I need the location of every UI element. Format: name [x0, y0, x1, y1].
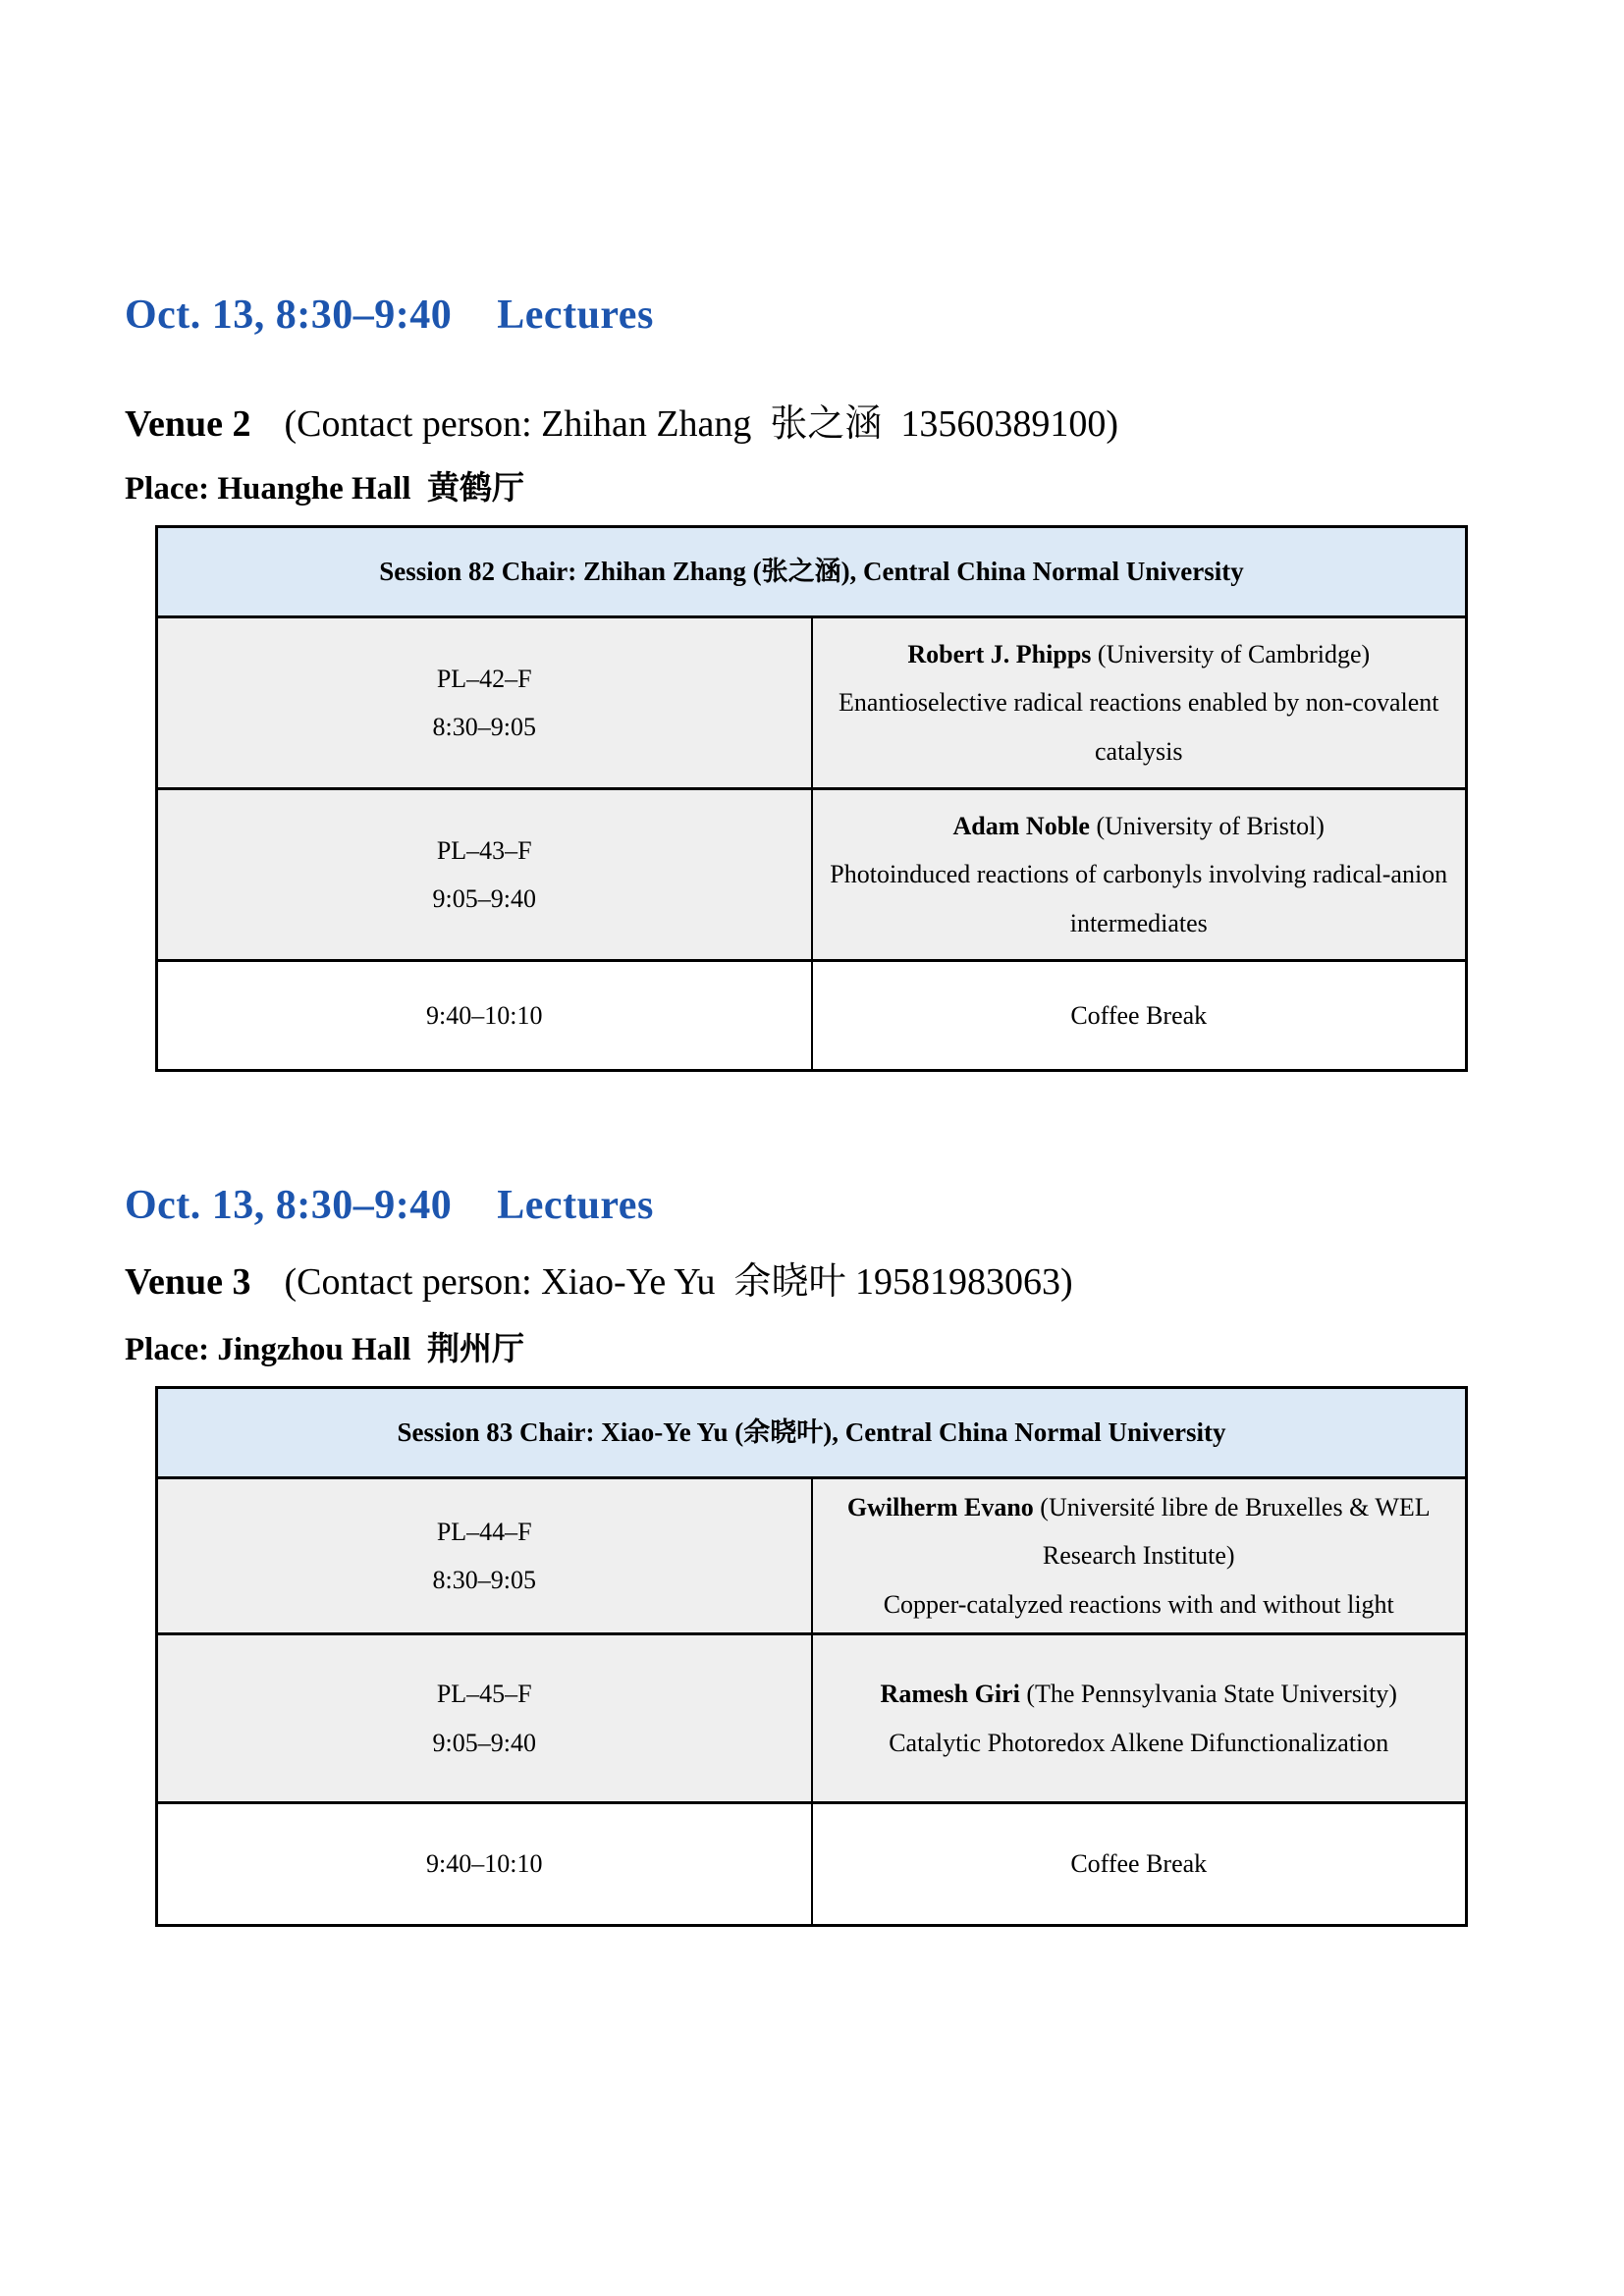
break-row	[157, 1803, 1467, 1926]
break-time: 9:40–10:10	[157, 961, 812, 1071]
talk-speaker: Robert J. Phipps	[907, 639, 1092, 668]
session-header-cell: Session 82 Chair: Zhihan Zhang (张之涵), Central China Normal University	[157, 527, 1467, 617]
talk-speaker-line	[823, 630, 1456, 678]
talk-details-cell	[812, 789, 1467, 961]
heading-datetime: Oct. 13, 8:30–9:40	[125, 1183, 453, 1228]
talk-time: 9:05–9:40	[432, 884, 536, 913]
place-line: Place: Huanghe Hall 黄鹤厅	[125, 471, 524, 507]
talk-row	[157, 617, 1467, 789]
talk-time: 9:05–9:40	[432, 1728, 536, 1757]
talk-title: Copper-catalyzed reactions with and without light	[883, 1589, 1394, 1619]
talk-affiliation: (University of Bristol)	[1089, 811, 1325, 840]
talk-code: PL–45–F	[436, 1680, 532, 1709]
talk-speaker-line	[823, 802, 1456, 850]
venue-contact: (Contact person: Zhihan Zhang 张之涵 13560389100)	[284, 403, 1119, 445]
talk-time: 8:30–9:05	[432, 713, 536, 741]
venue-line	[125, 1251, 1073, 1305]
talk-title: Photoinduced reactions of carbonyls involving radical-anion intermediates	[830, 860, 1448, 937]
talk-title: Catalytic Photoredox Alkene Difunctionalization	[889, 1728, 1389, 1757]
venue-line	[125, 393, 1118, 447]
talk-time-cell	[157, 1634, 812, 1803]
talk-time-cell	[157, 789, 812, 961]
talk-title: Enantioselective radical reactions enabled by non-covalent catalysis	[839, 688, 1439, 766]
talk-speaker-line	[823, 1483, 1456, 1580]
session-header-cell: Session 83 Chair: Xiao-Ye Yu (余晓叶), Central China Normal University	[157, 1388, 1467, 1478]
talk-speaker: Ramesh Giri	[880, 1680, 1020, 1709]
talk-time-cell	[157, 1478, 812, 1634]
venue-contact: (Contact person: Xiao-Ye Yu 余晓叶 19581983063)	[284, 1261, 1073, 1303]
talk-row	[157, 1478, 1467, 1634]
venue-name: Venue 3	[125, 1261, 251, 1303]
talk-speaker: Adam Noble	[952, 811, 1090, 840]
talk-affiliation: (Université libre de Bruxelles & WEL Research Institute)	[1033, 1493, 1437, 1571]
talk-row	[157, 789, 1467, 961]
section-heading	[125, 292, 654, 339]
talk-code: PL–43–F	[436, 835, 532, 865]
talk-affiliation: (University of Cambridge)	[1091, 639, 1371, 668]
break-label: Coffee Break	[812, 1803, 1467, 1926]
talk-row	[157, 1634, 1467, 1803]
talk-details-cell	[812, 1478, 1467, 1634]
session-table	[155, 1386, 1468, 1927]
break-time: 9:40–10:10	[157, 1803, 812, 1926]
session-header-row	[157, 1388, 1467, 1478]
talk-speaker: Gwilherm Evano	[846, 1493, 1034, 1522]
talk-affiliation: (The Pennsylvania State University)	[1019, 1680, 1397, 1709]
talk-code: PL–44–F	[436, 1517, 532, 1546]
talk-details-cell	[812, 617, 1467, 789]
talk-time-cell	[157, 617, 812, 789]
heading-datetime: Oct. 13, 8:30–9:40	[125, 293, 453, 338]
break-label: Coffee Break	[812, 961, 1467, 1071]
heading-label: Lectures	[497, 1183, 654, 1228]
talk-time: 8:30–9:05	[432, 1566, 536, 1595]
session-header-row	[157, 527, 1467, 617]
section-heading	[125, 1182, 654, 1229]
heading-label: Lectures	[497, 293, 654, 338]
venue-name: Venue 2	[125, 403, 251, 445]
break-row	[157, 961, 1467, 1071]
place-line: Place: Jingzhou Hall 荆州厅	[125, 1332, 524, 1367]
talk-details-cell	[812, 1634, 1467, 1803]
talk-speaker-line	[823, 1670, 1456, 1718]
session-table	[155, 525, 1468, 1072]
talk-code: PL–42–F	[436, 664, 532, 693]
